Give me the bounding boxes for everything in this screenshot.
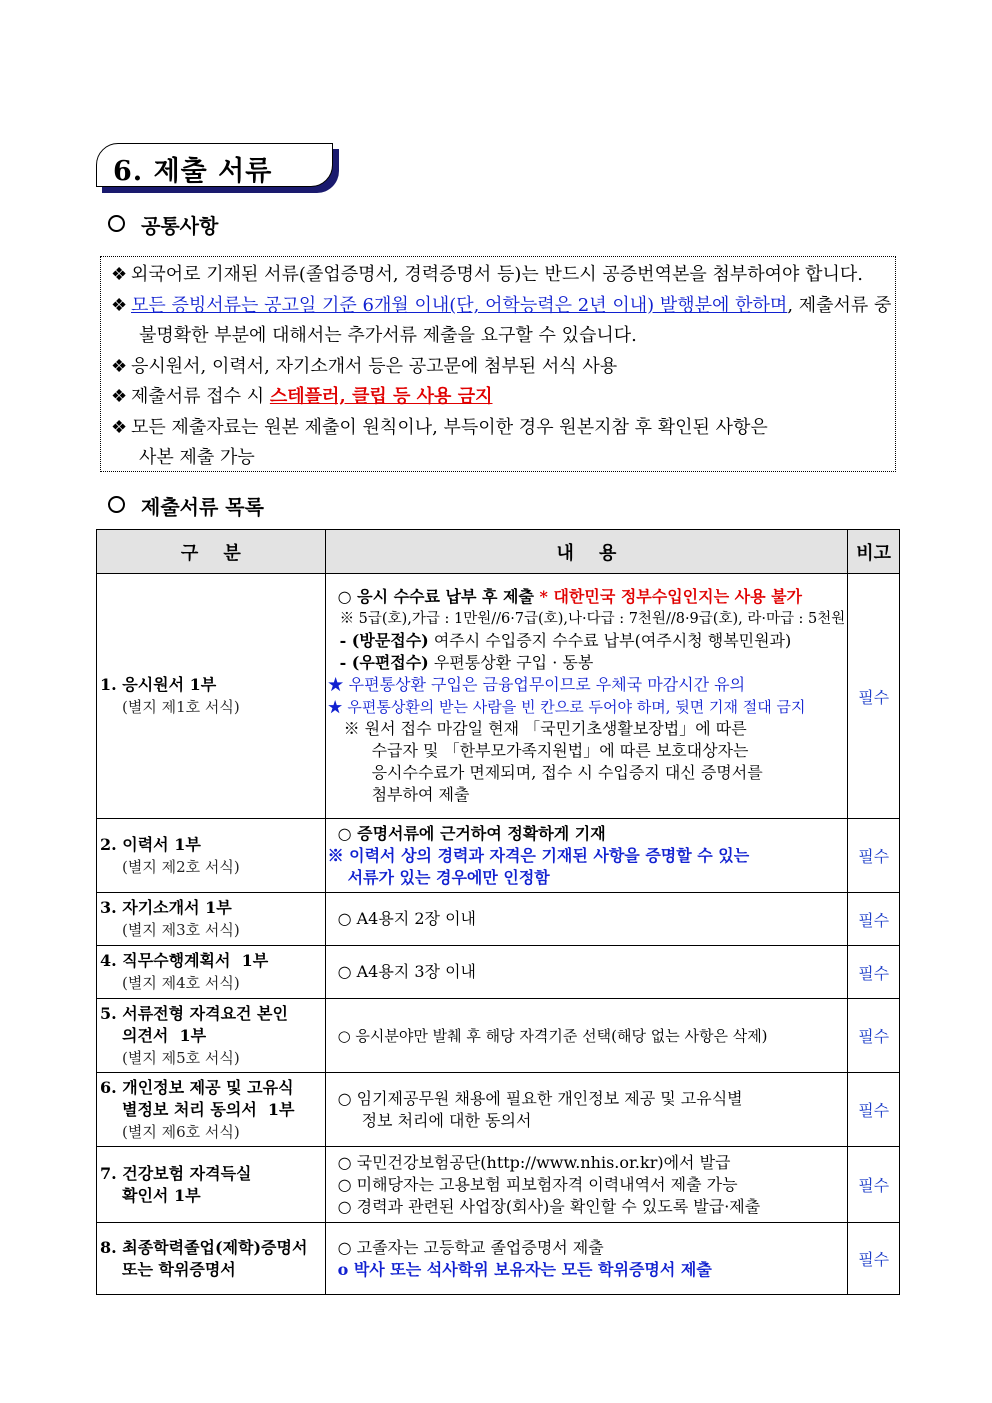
row-content: ○ A4용지 3장 이내 xyxy=(325,946,848,999)
row-note: 필수 xyxy=(848,999,900,1073)
table-header-row xyxy=(97,530,900,574)
section-title: 6. 제출 서류 xyxy=(113,156,273,187)
list-heading: 제출서류 목록 xyxy=(108,491,264,520)
diamond-bullet-icon: ❖ xyxy=(111,295,128,316)
table-row xyxy=(97,574,900,819)
notice-item-5: ❖ 모든 제출자료는 원본 제출이 원칙이나, 부득이한 경우 원본지참 후 확인된 사항은 xyxy=(111,417,768,438)
common-notice-box xyxy=(100,256,896,472)
table-row xyxy=(97,1223,900,1295)
row-content: ○ 응시분야만 발췌 후 해당 자격기준 선택(해당 없는 사항은 삭제) xyxy=(325,999,848,1073)
notice-item-1: ❖ 외국어로 기재된 서류(졸업증명서, 경력증명서 등)는 반드시 공증번역본을 첨부하여야 합니다. xyxy=(111,264,864,285)
table-row xyxy=(97,1147,900,1223)
diamond-bullet-icon: ❖ xyxy=(111,356,128,377)
row-category: 1. 응시원서 1부 (별지 제1호 서식) xyxy=(97,574,326,819)
row-note: 필수 xyxy=(848,1073,900,1147)
common-heading: 공통사항 xyxy=(108,210,218,239)
row-note: 필수 xyxy=(848,1147,900,1223)
row-category: 6. 개인정보 제공 및 고유식 별정보 처리 동의서 1부 (별지 제6호 서식) xyxy=(97,1073,326,1147)
row-note: 필수 xyxy=(848,946,900,999)
table-row xyxy=(97,946,900,999)
section-title-box xyxy=(96,143,333,187)
table-row xyxy=(97,819,900,893)
row-note: 필수 xyxy=(848,893,900,946)
notice-item-5-cont: 사본 제출 가능 xyxy=(139,447,255,468)
row-note: 필수 xyxy=(848,574,900,819)
row-note: 필수 xyxy=(848,819,900,893)
document-list-table xyxy=(96,529,900,1295)
row-category: 7. 건강보험 자격득실 확인서 1부 xyxy=(97,1147,326,1223)
notice-item-4: ❖ 제출서류 접수 시 스테플러, 클립 등 사용 금지 xyxy=(111,386,493,407)
circle-bullet-icon xyxy=(108,215,125,232)
row-category: 2. 이력서 1부 (별지 제2호 서식) xyxy=(97,819,326,893)
header-content: 내 용 xyxy=(325,530,848,574)
row-content: ○ 응시 수수료 납부 후 제출 * 대한민국 정부수입인지는 사용 불가 ※ 5급(호),가급 : 1만원//6·7급(호),나·다급 : 7천원//8·9급(호), 라·마급 : 5천원 - (방문접수) 여주시 수입증지 수수료 납부(여주시청 행복민원과) - (우편접수) 우편통상환 구입 · 동봉 ★ 우편통상환 구입은 금융업무이므로 우체국 마감시간 유의 ★ 우편통상환의 받는 사람을 빈 칸으로 두어야 하며, 뒷면 기재 절대 금지 ※ 원서 접수 마감일 현재 「국민기초생활보장법」에 따른 수급자 및 「한부모가족지원법」에 따른 보호대상자는 응시수수료가 면제되며, 접수 시 수입증지 대신 증명서를 첨부하여 제출 xyxy=(325,574,848,819)
row-content: ○ 임기제공무원 채용에 필요한 개인정보 제공 및 고유식별 정보 처리에 대한 동의서 xyxy=(325,1073,848,1147)
row-category: 3. 자기소개서 1부 (별지 제3호 서식) xyxy=(97,893,326,946)
notice-item-3: ❖ 응시원서, 이력서, 자기소개서 등은 공고문에 첨부된 서식 사용 xyxy=(111,356,618,377)
row-content: ○ 증명서류에 근거하여 정확하게 기재 ※ 이력서 상의 경력과 자격은 기재된 사항을 증명할 수 있는 서류가 있는 경우에만 인정함 xyxy=(325,819,848,893)
header-category: 구 분 xyxy=(97,530,326,574)
row-content: ○ A4용지 2장 이내 xyxy=(325,893,848,946)
header-note: 비고 xyxy=(848,530,900,574)
circle-bullet-icon xyxy=(108,496,125,513)
table-row xyxy=(97,999,900,1073)
diamond-bullet-icon: ❖ xyxy=(111,417,128,438)
notice-item-2: ❖ 모든 증빙서류는 공고일 기준 6개월 이내(단, 어학능력은 2년 이내) 발행분에 한하며, 제출서류 중 xyxy=(111,295,892,316)
row-category: 4. 직무수행계획서 1부 (별지 제4호 서식) xyxy=(97,946,326,999)
row-category: 5. 서류전형 자격요건 본인 의견서 1부 (별지 제5호 서식) xyxy=(97,999,326,1073)
table-row xyxy=(97,893,900,946)
table-row xyxy=(97,1073,900,1147)
diamond-bullet-icon: ❖ xyxy=(111,264,128,285)
notice-item-2-cont: 불명확한 부분에 대해서는 추가서류 제출을 요구할 수 있습니다. xyxy=(139,325,637,346)
row-content: ○ 국민건강보험공단(http://www.nhis.or.kr)에서 발급 ○ 미해당자는 고용보험 피보험자격 이력내역서 제출 가능 ○ 경력과 관련된 사업장(회사)을 확인할 수 있도록 발급·제출 xyxy=(325,1147,848,1223)
row-category: 8. 최종학력졸업(제학)증명서 또는 학위증명서 xyxy=(97,1223,326,1295)
row-content: ○ 고졸자는 고등학교 졸업증명서 제출 o 박사 또는 석사학위 보유자는 모든 학위증명서 제출 xyxy=(325,1223,848,1295)
row-note: 필수 xyxy=(848,1223,900,1295)
diamond-bullet-icon: ❖ xyxy=(111,386,128,407)
